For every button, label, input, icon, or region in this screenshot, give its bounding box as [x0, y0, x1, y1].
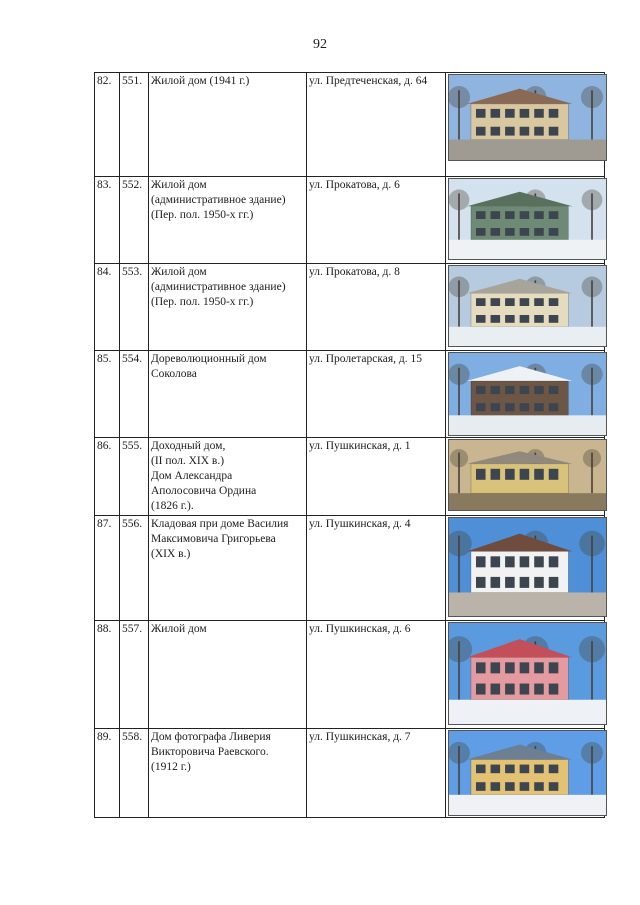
building-window: [505, 109, 515, 118]
building-window: [549, 684, 559, 695]
object-name: Жилой дом (административное здание) (Пер. пол. 1950-х гг.): [149, 264, 307, 351]
building-photo: [448, 730, 607, 816]
tree-crown: [449, 742, 470, 764]
building-window: [520, 127, 530, 136]
building-photo: [448, 265, 607, 347]
photo-ground: [449, 592, 606, 616]
tree-crown: [581, 742, 603, 764]
building-photo: [448, 439, 607, 511]
tree-crown: [581, 364, 602, 385]
building-window: [476, 228, 486, 236]
table-row: [95, 729, 605, 818]
building-window: [476, 127, 486, 136]
table-row: [95, 351, 605, 438]
building-window: [505, 684, 515, 695]
building-window: [534, 556, 544, 567]
building-window: [491, 109, 501, 118]
building-window: [505, 127, 515, 136]
building-window: [520, 782, 530, 791]
building-window: [491, 684, 501, 695]
building-window: [534, 577, 544, 588]
photo-ground: [449, 240, 606, 259]
building-window: [534, 782, 544, 791]
photo-ground: [449, 700, 606, 724]
building-window: [491, 315, 501, 323]
building-window: [534, 127, 544, 136]
table-row: [95, 177, 605, 264]
table-row: [95, 264, 605, 351]
object-name: Дом фотографа Ливерия Викторовича Раевского. (1912 г.): [149, 729, 307, 818]
registry-number: 553.: [120, 264, 149, 351]
row-number: 82.: [95, 73, 120, 177]
registry-number: 558.: [120, 729, 149, 818]
building-photo: [448, 178, 607, 260]
building-window: [505, 386, 515, 394]
building-window: [534, 228, 544, 236]
building-window: [476, 386, 486, 394]
building-window: [491, 556, 501, 567]
building-window: [476, 315, 486, 323]
table-row: [95, 621, 605, 729]
table-row: [95, 516, 605, 621]
object-name: Доходный дом, (II пол. XIX в.) Дом Александра Аполосовича Ордина (1826 г.).: [149, 438, 307, 516]
building-window: [505, 782, 515, 791]
object-address: ул. Пушкинская, д. 6: [307, 621, 446, 729]
building-window: [520, 577, 530, 588]
building-window: [534, 403, 544, 411]
building-window: [491, 298, 501, 306]
tree-crown: [449, 276, 469, 297]
building-window: [520, 556, 530, 567]
object-name: Кладовая при доме Василия Максимовича Григорьева (XIX в.): [149, 516, 307, 621]
registry-number: 557.: [120, 621, 149, 729]
building-window: [534, 315, 544, 323]
building-window: [505, 298, 515, 306]
tree-crown: [579, 531, 604, 556]
building-window: [520, 662, 530, 673]
building-window: [491, 577, 501, 588]
building-window: [520, 298, 530, 306]
building-window: [505, 403, 515, 411]
object-address: ул. Пролетарская, д. 15: [307, 351, 446, 438]
photo-ground: [449, 415, 606, 435]
object-name: Жилой дом (административное здание) (Пер. пол. 1950-х гг.): [149, 177, 307, 264]
tree-crown: [581, 86, 603, 108]
building-window: [476, 469, 486, 480]
building-window: [520, 228, 530, 236]
building-window: [505, 556, 515, 567]
building-window: [476, 577, 486, 588]
tree-crown: [450, 449, 468, 467]
photo-ground: [449, 795, 606, 815]
object-address: ул. Пушкинская, д. 1: [307, 438, 446, 516]
building-photo: [448, 74, 607, 161]
building-window: [491, 127, 501, 136]
monuments-table: [94, 72, 605, 818]
building-window: [534, 386, 544, 394]
building-window: [491, 403, 501, 411]
building-window: [476, 684, 486, 695]
building-window: [505, 469, 515, 480]
building-window: [520, 109, 530, 118]
building-window: [491, 469, 501, 480]
registry-number: 552.: [120, 177, 149, 264]
registry-number: 554.: [120, 351, 149, 438]
building-window: [549, 403, 559, 411]
building-window: [520, 403, 530, 411]
object-address: ул. Прокатова, д. 8: [307, 264, 446, 351]
building-window: [491, 765, 501, 774]
building-window: [491, 386, 501, 394]
building-photo: [448, 517, 607, 617]
building-photo: [448, 352, 607, 436]
table-row: [95, 438, 605, 516]
building-window: [491, 662, 501, 673]
building-window: [476, 556, 486, 567]
building-window: [549, 577, 559, 588]
registry-number: 556.: [120, 516, 149, 621]
building-window: [476, 298, 486, 306]
building-window: [549, 662, 559, 673]
building-window: [549, 228, 559, 236]
building-window: [534, 765, 544, 774]
registry-number: 555.: [120, 438, 149, 516]
building-window: [549, 386, 559, 394]
building-window: [505, 211, 515, 219]
building-window: [534, 469, 544, 480]
row-number: 86.: [95, 438, 120, 516]
building-window: [476, 662, 486, 673]
row-number: 88.: [95, 621, 120, 729]
building-window: [520, 684, 530, 695]
building-window: [491, 228, 501, 236]
building-window: [505, 765, 515, 774]
tree-crown: [449, 189, 469, 210]
tree-crown: [582, 189, 603, 210]
page-number: 92: [313, 37, 327, 52]
tree-crown: [582, 276, 603, 297]
building-window: [549, 127, 559, 136]
building-window: [534, 109, 544, 118]
row-number: 85.: [95, 351, 120, 438]
building-window: [534, 662, 544, 673]
building-window: [520, 315, 530, 323]
object-name: Дореволюционный дом Соколова: [149, 351, 307, 438]
building-window: [549, 211, 559, 219]
building-window: [534, 684, 544, 695]
building-window: [549, 765, 559, 774]
building-window: [549, 469, 559, 480]
row-number: 83.: [95, 177, 120, 264]
registry-number: 551.: [120, 73, 149, 177]
photo-ground: [449, 327, 606, 346]
building-window: [491, 211, 501, 219]
building-window: [549, 298, 559, 306]
building-window: [476, 765, 486, 774]
building-window: [520, 211, 530, 219]
building-window: [534, 298, 544, 306]
building-window: [476, 211, 486, 219]
table-row: [95, 73, 605, 177]
building-photo: [448, 622, 607, 725]
building-window: [505, 315, 515, 323]
building-window: [534, 211, 544, 219]
building-window: [549, 782, 559, 791]
object-address: ул. Пушкинская, д. 4: [307, 516, 446, 621]
row-number: 87.: [95, 516, 120, 621]
object-address: ул. Прокатова, д. 6: [307, 177, 446, 264]
object-name: Жилой дом: [149, 621, 307, 729]
building-window: [520, 469, 530, 480]
row-number: 89.: [95, 729, 120, 818]
tree-crown: [449, 364, 470, 385]
object-name: Жилой дом (1941 г.): [149, 73, 307, 177]
building-window: [520, 765, 530, 774]
building-window: [476, 403, 486, 411]
building-window: [491, 782, 501, 791]
tree-crown: [583, 449, 601, 467]
building-window: [549, 109, 559, 118]
photo-ground: [449, 493, 606, 510]
building-window: [520, 386, 530, 394]
building-window: [476, 109, 486, 118]
building-window: [505, 228, 515, 236]
object-address: ул. Пушкинская, д. 7: [307, 729, 446, 818]
tree-crown: [579, 636, 605, 662]
building-window: [476, 782, 486, 791]
photo-ground: [449, 140, 606, 160]
object-address: ул. Предтеченская, д. 64: [307, 73, 446, 177]
building-window: [505, 577, 515, 588]
building-window: [549, 315, 559, 323]
building-window: [505, 662, 515, 673]
row-number: 84.: [95, 264, 120, 351]
building-window: [549, 556, 559, 567]
